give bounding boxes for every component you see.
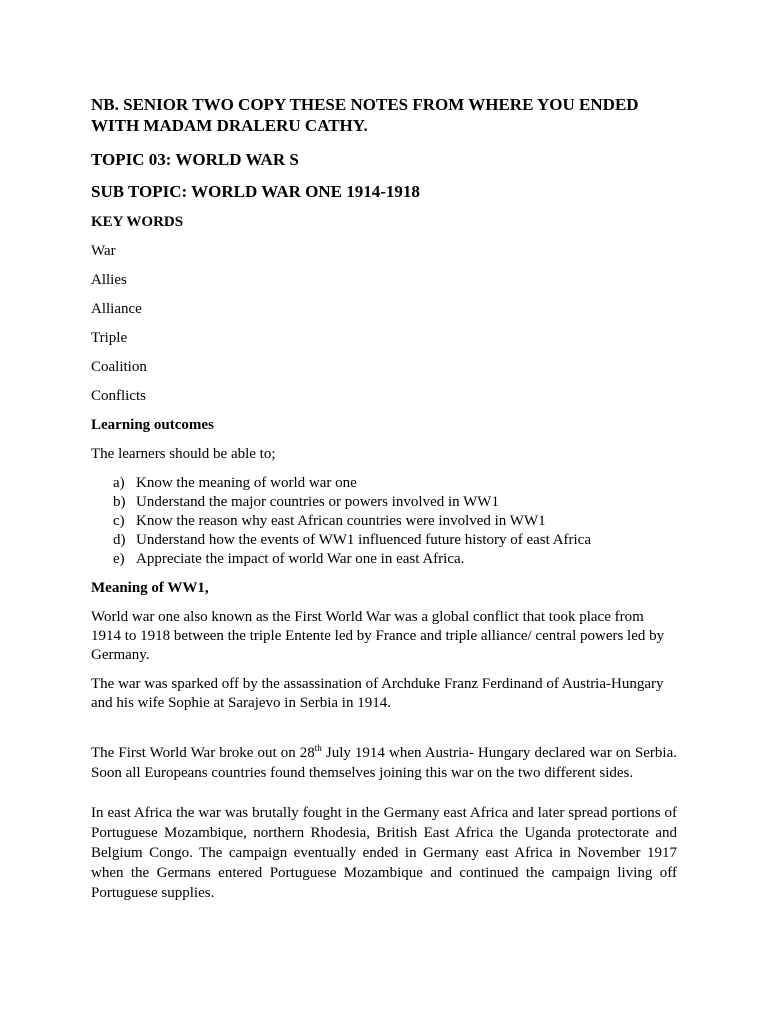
list-item: [91, 474, 677, 493]
subtopic-heading: SUB TOPIC: WORLD WAR ONE 1914-1918: [91, 182, 420, 201]
learning-outcomes-heading: Learning outcomes: [91, 417, 214, 433]
meaning-paragraph-2: The war was sparked off by the assassination of Archduke Franz Ferdinand of Austria-Hungary and his wife Sophie at Sarajevo in Serbia in 1914.: [91, 676, 664, 711]
list-item-text: Appreciate the impact of world War one in east Africa.: [136, 551, 465, 567]
meaning-paragraph-1: World war one also known as the First World War was a global conflict that took place from 1914 to 1918 between the triple Entente led by France and triple alliance/ central powers led by Germany.: [91, 609, 665, 663]
meaning-heading: Meaning of WW1,: [91, 580, 209, 596]
key-word: War: [91, 243, 116, 259]
outbreak-paragraph: [91, 743, 677, 783]
key-word: Alliance: [91, 301, 142, 317]
list-item-text: Understand how the events of WW1 influenced future history of east Africa: [136, 532, 591, 548]
list-marker: d): [113, 532, 126, 548]
list-marker: b): [113, 494, 126, 510]
topic-heading: TOPIC 03: WORLD WAR S: [91, 150, 299, 169]
list-marker: e): [113, 551, 125, 567]
outbreak-text-start: The First World War broke out on 28: [91, 745, 315, 761]
notice-heading: NB. SENIOR TWO COPY THESE NOTES FROM WHERE YOU ENDED WITH MADAM DRALERU CATHY.: [91, 95, 639, 135]
ordinal-suffix: th: [314, 743, 322, 753]
list-item-text: Understand the major countries or powers involved in WW1: [136, 494, 499, 510]
paragraph-spacer: [91, 783, 677, 803]
outbreak-text-end: July 1914 when Austria- Hungary declared war on Serbia. Soon all Europeans countries found themselves joining this war on the two different sides.: [91, 745, 678, 781]
document-body: [91, 94, 677, 903]
list-item: [91, 550, 677, 569]
paragraph-spacer: [91, 723, 677, 743]
list-item: [91, 512, 677, 531]
outcomes-list: [91, 474, 677, 569]
list-item: [91, 531, 677, 550]
list-marker: c): [113, 513, 125, 529]
key-word: Conflicts: [91, 388, 146, 404]
list-item-text: Know the reason why east African countries were involved in WW1: [136, 513, 546, 529]
learning-intro: The learners should be able to;: [91, 446, 276, 462]
key-word: Triple: [91, 330, 128, 346]
east-africa-paragraph: In east Africa the war was brutally fought in the Germany east Africa and later spread portions of Portuguese Mozambique, northern Rhodesia, British East Africa the Uganda protectorate and Belgium Congo. The campaign eventually ended in Germany east Africa in November 1917 when the Germans entered Portuguese Mozambique and continued the campaign living off Portuguese supplies.: [91, 805, 677, 901]
list-marker: a): [113, 475, 125, 491]
key-words-heading: KEY WORDS: [91, 214, 184, 230]
key-word: Allies: [91, 272, 127, 288]
key-word: Coalition: [91, 359, 147, 375]
list-item-text: Know the meaning of world war one: [136, 475, 357, 491]
list-item: [91, 493, 677, 512]
